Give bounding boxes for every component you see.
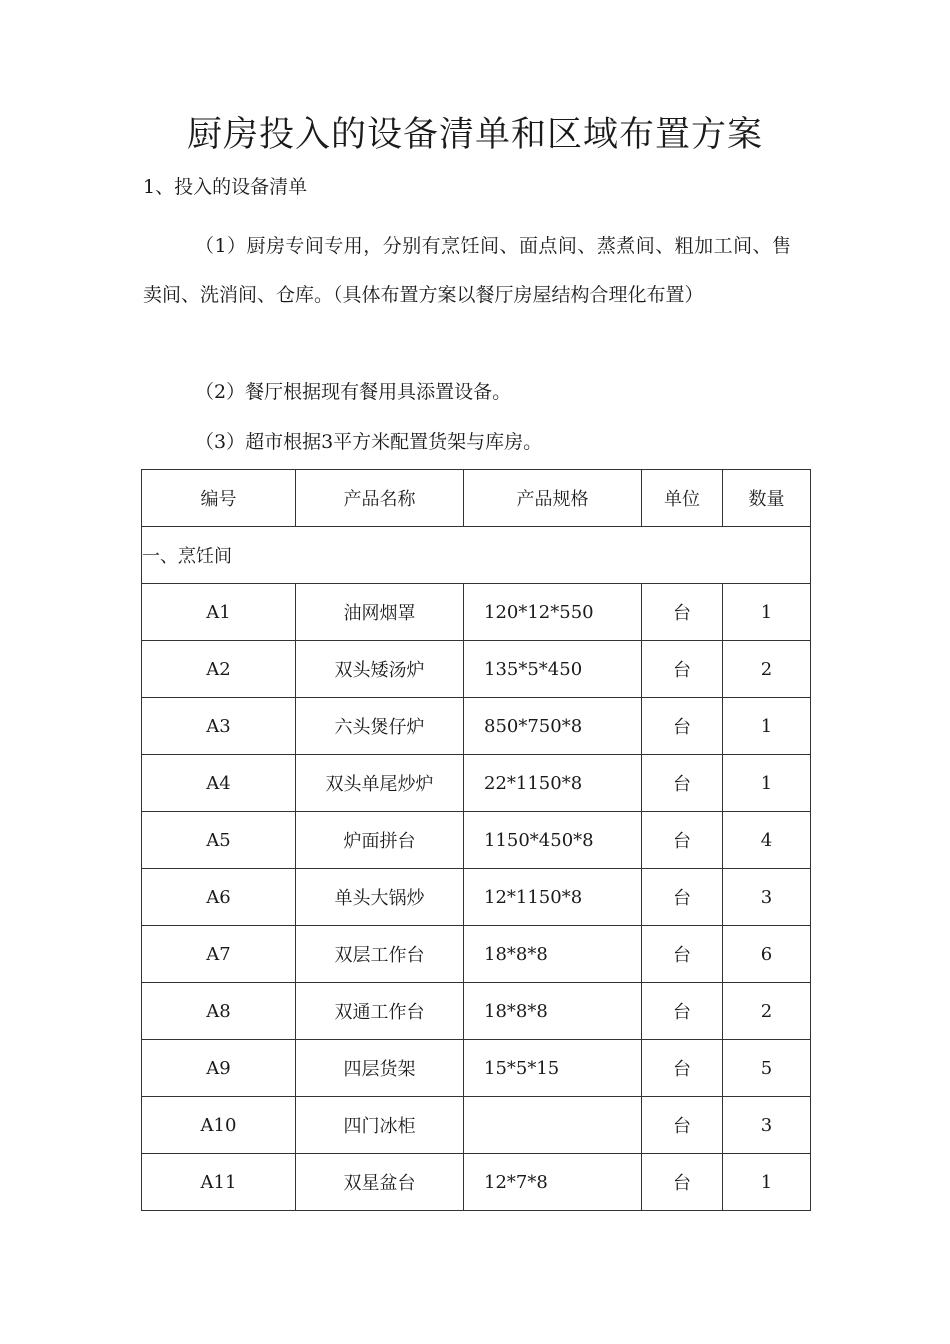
cell-product-spec: 850*750*8: [464, 698, 642, 755]
paragraph-supermarket-shelves: （3）超市根据3平方米配置货架与库房。: [195, 431, 543, 453]
cell-id: A6: [142, 869, 296, 926]
cell-id: A8: [142, 983, 296, 1040]
cell-product-spec: 135*5*450: [464, 641, 642, 698]
cell-unit: 台: [642, 812, 723, 869]
cell-quantity: 6: [723, 926, 811, 983]
cell-unit: 台: [642, 584, 723, 641]
cell-id: A9: [142, 1040, 296, 1097]
table-body: [142, 527, 811, 1211]
cell-quantity: 2: [723, 983, 811, 1040]
cell-unit: 台: [642, 755, 723, 812]
cell-quantity: 1: [723, 698, 811, 755]
paragraph-kitchen-rooms: （1）厨房专间专用，分别有烹饪间、面点间、蒸煮间、粗加工间、售卖间、洗消间、仓库。（具体布置方案以餐厅房屋结构合理化布置）: [143, 235, 791, 306]
table-row: [142, 1154, 811, 1211]
cell-id: A11: [142, 1154, 296, 1211]
table-row: [142, 698, 811, 755]
cell-id: A3: [142, 698, 296, 755]
table-row: [142, 812, 811, 869]
header-quantity: 数量: [723, 470, 811, 527]
table-row: [142, 755, 811, 812]
cell-id: A10: [142, 1097, 296, 1154]
cell-quantity: 4: [723, 812, 811, 869]
section-label: 一、烹饪间: [142, 527, 811, 584]
cell-product-spec: 120*12*550: [464, 584, 642, 641]
header-product-spec: 产品规格: [464, 470, 642, 527]
section-row: [142, 527, 811, 584]
cell-product-spec: 15*5*15: [464, 1040, 642, 1097]
cell-product-name: 双通工作台: [296, 983, 464, 1040]
header-unit: 单位: [642, 470, 723, 527]
cell-product-spec: 12*7*8: [464, 1154, 642, 1211]
cell-unit: 台: [642, 641, 723, 698]
table-row: [142, 1097, 811, 1154]
cell-product-name: 单头大锅炒: [296, 869, 464, 926]
table-row: [142, 983, 811, 1040]
cell-product-spec: 1150*450*8: [464, 812, 642, 869]
cell-id: A2: [142, 641, 296, 698]
table-header-row: [142, 470, 811, 527]
cell-product-name: 双层工作台: [296, 926, 464, 983]
cell-unit: 台: [642, 983, 723, 1040]
header-product-name: 产品名称: [296, 470, 464, 527]
page-title: 厨房投入的设备清单和区域布置方案: [186, 115, 763, 155]
cell-product-name: 六头煲仔炉: [296, 698, 464, 755]
cell-quantity: 2: [723, 641, 811, 698]
cell-product-spec: 12*1150*8: [464, 869, 642, 926]
equipment-table: [141, 469, 811, 1211]
cell-product-spec: 18*8*8: [464, 983, 642, 1040]
cell-quantity: 1: [723, 584, 811, 641]
cell-product-spec: 18*8*8: [464, 926, 642, 983]
cell-product-name: 双星盆台: [296, 1154, 464, 1211]
cell-unit: 台: [642, 926, 723, 983]
cell-product-spec: 22*1150*8: [464, 755, 642, 812]
cell-id: A7: [142, 926, 296, 983]
table-row: [142, 584, 811, 641]
cell-unit: 台: [642, 1154, 723, 1211]
cell-id: A4: [142, 755, 296, 812]
cell-product-name: 油网烟罩: [296, 584, 464, 641]
cell-unit: 台: [642, 698, 723, 755]
cell-quantity: 1: [723, 1154, 811, 1211]
cell-product-name: 四门冰柜: [296, 1097, 464, 1154]
cell-unit: 台: [642, 1040, 723, 1097]
paragraph-restaurant-equipment: （2）餐厅根据现有餐用具添置设备。: [195, 381, 512, 403]
cell-unit: 台: [642, 869, 723, 926]
cell-unit: 台: [642, 1097, 723, 1154]
cell-quantity: 3: [723, 1097, 811, 1154]
section-heading: 1、投入的设备清单: [143, 176, 308, 198]
cell-id: A5: [142, 812, 296, 869]
cell-product-name: 双头矮汤炉: [296, 641, 464, 698]
cell-quantity: 5: [723, 1040, 811, 1097]
cell-product-name: 炉面拼台: [296, 812, 464, 869]
cell-product-spec: [464, 1097, 642, 1154]
cell-product-name: 四层货架: [296, 1040, 464, 1097]
cell-quantity: 3: [723, 869, 811, 926]
header-id: 编号: [142, 470, 296, 527]
table-row: [142, 1040, 811, 1097]
table-row: [142, 926, 811, 983]
cell-id: A1: [142, 584, 296, 641]
table-row: [142, 869, 811, 926]
cell-product-name: 双头单尾炒炉: [296, 755, 464, 812]
table-row: [142, 641, 811, 698]
cell-quantity: 1: [723, 755, 811, 812]
